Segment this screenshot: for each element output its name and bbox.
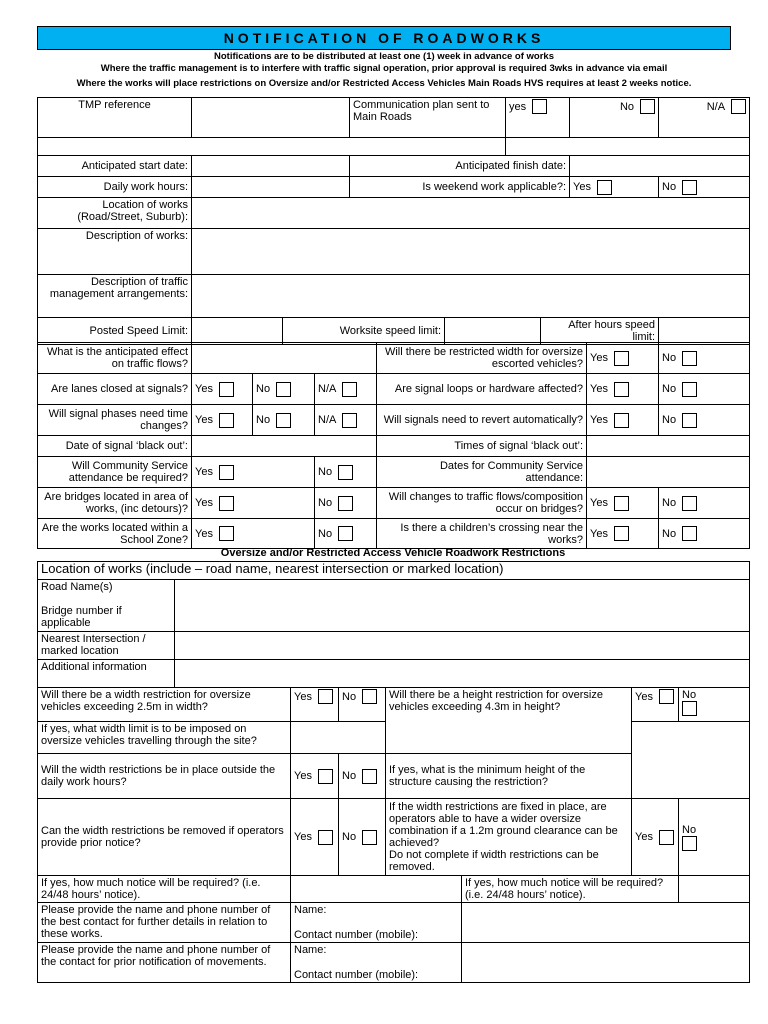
no-checkbox[interactable]: [640, 99, 655, 114]
no-label: No: [256, 414, 271, 426]
width-limit-input[interactable]: [291, 722, 462, 754]
width-q-label: Will there be a width restriction for oversize vehicles exceeding 2.5m in width?: [38, 688, 291, 722]
no-label: No: [318, 497, 333, 509]
crossing-no: [659, 519, 750, 549]
community-dates-label: Dates for Community Service attendance:: [377, 457, 587, 488]
comm-plan-yes: [506, 98, 570, 138]
height-q-label: Will there be a height restriction for oversize vehicles exceeding 4.3m in height?: [386, 688, 632, 754]
lanes-closed-yes: [192, 374, 253, 405]
crossing-yes: [587, 519, 659, 549]
no-checkbox[interactable]: [682, 382, 697, 397]
yes-label: Yes: [195, 497, 213, 509]
weekend-no: [659, 177, 750, 198]
yes-checkbox[interactable]: [614, 496, 629, 511]
yes-label: Yes: [573, 181, 591, 193]
fixed-text-1: If the width restrictions are fixed in place, are operators able to have a wider oversize combination if a 1.2m ground clearance can be achieved?: [389, 801, 618, 849]
restricted-width-yes: [587, 343, 659, 374]
yes-label: Yes: [590, 383, 608, 395]
restricted-width-label: Will there be restricted width for oversize escorted vehicles?: [377, 343, 587, 374]
yes-label: Yes: [635, 690, 653, 703]
changes-label: Will changes to traffic flows/composition occur on bridges?: [377, 488, 587, 519]
contact-prior-label: Please provide the name and phone number of the contact for prior notification of movements.: [38, 943, 291, 983]
comm-plan-na: [659, 98, 750, 138]
yes-label: yes: [509, 100, 527, 113]
form-title: NOTIFICATION OF ROADWORKS: [37, 26, 731, 50]
yes-checkbox[interactable]: [219, 526, 234, 541]
additional-input[interactable]: [175, 660, 750, 688]
note-line-1: Notifications are to be distributed at least one (1) week in advance of works: [214, 51, 554, 62]
yes-label: Yes: [294, 831, 312, 843]
name-label: Name:: [294, 944, 327, 956]
no-checkbox[interactable]: [682, 351, 697, 366]
removed-no: [339, 799, 386, 876]
no-label: No: [662, 181, 677, 193]
notes: [30, 51, 738, 90]
na-label: N/A: [318, 383, 337, 395]
yes-checkbox[interactable]: [597, 180, 612, 195]
no-checkbox[interactable]: [682, 496, 697, 511]
yes-checkbox[interactable]: [219, 413, 234, 428]
weekend-yes: [570, 177, 659, 198]
comm-plan-no: [570, 98, 659, 138]
no-label: No: [256, 383, 271, 395]
signal-loops-yes: [587, 374, 659, 405]
lanes-closed-label: Are lanes closed at signals?: [38, 374, 192, 405]
yes-checkbox[interactable]: [614, 526, 629, 541]
community-yes: [192, 457, 315, 488]
width-limit-label: If yes, what width limit is to be imposed on oversize vehicles travelling through the site?: [38, 722, 291, 754]
start-date-label: Anticipated start date:: [38, 156, 192, 177]
yes-label: Yes: [294, 770, 312, 782]
no-checkbox[interactable]: [338, 496, 353, 511]
width-q-yes: [291, 688, 339, 722]
no-label: No: [662, 497, 677, 509]
general-details-table: [37, 97, 750, 345]
community-label: Will Community Service attendance be required?: [38, 457, 192, 488]
finish-date-label: Anticipated finish date:: [350, 156, 570, 177]
name-label: Name:: [294, 904, 327, 916]
revert-label: Will signals need to revert automatically?: [377, 405, 587, 436]
posted-speed-label: Posted Speed Limit:: [38, 318, 192, 345]
nearest-input[interactable]: [175, 632, 750, 660]
nearest-label: Nearest Intersection / marked location: [38, 632, 175, 660]
no-checkbox[interactable]: [362, 689, 377, 704]
blackout-times-input[interactable]: [587, 436, 750, 457]
bridges-yes: [192, 488, 315, 519]
no-checkbox[interactable]: [362, 769, 377, 784]
notice-fixed-input[interactable]: [679, 876, 750, 903]
no-label: No: [318, 466, 333, 478]
revert-yes: [587, 405, 659, 436]
comm-plan-label: Communication plan sent to Main Roads: [350, 98, 506, 138]
no-checkbox[interactable]: [338, 465, 353, 480]
yes-label: Yes: [195, 466, 213, 478]
notice-fixed-label: If yes, how much notice will be required? (i.e. 24/48 hours’ notice).: [462, 876, 679, 903]
comm-plan-extra-input[interactable]: [506, 138, 750, 156]
no-checkbox[interactable]: [276, 413, 291, 428]
yes-label: Yes: [590, 352, 608, 364]
posted-speed-input[interactable]: [192, 318, 283, 345]
location-label: Location of works (Road/Street, Suburb):: [38, 198, 192, 229]
note-line-3: Where the works will place restrictions on Oversize and/or Restricted Access Vehicles Main Roads HVS requires at least 2 weeks notice.: [76, 78, 692, 89]
contact-prior-input[interactable]: [462, 943, 750, 983]
no-label: No: [318, 527, 333, 540]
na-label: N/A: [318, 414, 337, 426]
note-line-2: Where the traffic management is to interfere with traffic signal operation, prior approval is required 3wks in advance via email: [100, 63, 668, 74]
no-checkbox[interactable]: [682, 836, 697, 851]
yes-checkbox[interactable]: [219, 496, 234, 511]
contact-details-label: Please provide the name and phone number of the best contact for further details in relation to these works.: [38, 903, 291, 943]
yes-label: Yes: [635, 831, 653, 843]
no-checkbox[interactable]: [682, 701, 697, 716]
no-label: No: [662, 527, 677, 540]
lanes-closed-no: [253, 374, 315, 405]
removed-yes: [291, 799, 339, 876]
no-checkbox[interactable]: [682, 526, 697, 541]
yes-checkbox[interactable]: [318, 769, 333, 784]
yes-checkbox[interactable]: [614, 382, 629, 397]
notice-width-label: If yes, how much notice will be required? (i.e. 24/48 hours’ notice).: [38, 876, 291, 903]
yes-label: Yes: [195, 527, 213, 540]
no-checkbox[interactable]: [682, 413, 697, 428]
daily-hours-label: Daily work hours:: [38, 177, 192, 198]
height-q-no: [679, 688, 750, 722]
road-names-label: [38, 580, 175, 632]
signal-loops-label: Are signal loops or hardware affected?: [377, 374, 587, 405]
yes-label: Yes: [590, 497, 608, 509]
location-table: [37, 561, 750, 688]
no-label: No: [342, 770, 357, 782]
no-label: No: [682, 823, 697, 836]
yes-checkbox[interactable]: [614, 413, 629, 428]
restricted-width-no: [659, 343, 750, 374]
no-checkbox[interactable]: [682, 180, 697, 195]
community-dates-input[interactable]: [587, 457, 750, 488]
blackout-times-label: Times of signal ‘black out’:: [377, 436, 587, 457]
additional-label: Additional information: [38, 660, 175, 688]
yes-checkbox[interactable]: [219, 382, 234, 397]
school-no: [315, 519, 377, 549]
road-names-input[interactable]: [175, 580, 750, 632]
mobile-label: Contact number (mobile):: [294, 969, 419, 981]
mobile-label: Contact number (mobile):: [294, 929, 419, 941]
after-hours-speed-input[interactable]: [659, 318, 750, 345]
fixed-text-2: Do not complete if width restrictions can be removed.: [389, 849, 599, 873]
no-label: No: [619, 100, 635, 113]
no-label: No: [662, 352, 677, 364]
school-yes: [192, 519, 315, 549]
community-no: [315, 457, 377, 488]
yes-label: Yes: [195, 383, 213, 395]
location-input[interactable]: [192, 198, 750, 229]
na-label: N/A: [706, 100, 726, 113]
location-header: Location of works (include – road name, nearest intersection or marked location): [38, 562, 750, 580]
phases-no: [253, 405, 315, 436]
no-label: No: [662, 383, 677, 395]
bridges-no: [315, 488, 377, 519]
tmp-reference-label: TMP reference: [38, 98, 192, 138]
no-label: No: [682, 689, 697, 701]
signal-loops-no-na: [659, 374, 750, 405]
blank-area: [38, 138, 506, 156]
description-label: Description of works:: [38, 229, 192, 275]
fixed-no: [679, 799, 750, 876]
width-hours-no: [339, 754, 386, 799]
notice-width-input[interactable]: [291, 876, 462, 903]
na-checkbox[interactable]: [342, 413, 357, 428]
restrictions-table: [37, 687, 750, 983]
school-label: Are the works located within a School Zone?: [38, 519, 192, 549]
width-hours-label: Will the width restrictions be in place outside the daily work hours?: [38, 754, 291, 799]
no-label: No: [342, 690, 357, 703]
yes-label: Yes: [590, 414, 608, 426]
yes-label: Yes: [195, 414, 213, 426]
traffic-mgmt-input[interactable]: [192, 275, 750, 318]
phases-label: Will signal phases need time changes?: [38, 405, 192, 436]
width-q-no: [339, 688, 386, 722]
removed-label: Can the width restrictions be removed if operators provide prior notice?: [38, 799, 291, 876]
effect-label: What is the anticipated effect on traffic flows?: [38, 343, 192, 374]
road-names-text: Road Name(s): [41, 581, 113, 593]
lanes-closed-na: [315, 374, 377, 405]
blackout-date-label: Date of signal ‘black out’:: [38, 436, 192, 457]
blackout-date-input[interactable]: [192, 436, 377, 457]
yes-checkbox[interactable]: [219, 465, 234, 480]
no-checkbox[interactable]: [362, 830, 377, 845]
min-height-label: If yes, what is the minimum height of the structure causing the restriction?: [386, 754, 632, 799]
yes-checkbox[interactable]: [614, 351, 629, 366]
fixed-yes: [632, 799, 679, 876]
no-checkbox[interactable]: [276, 382, 291, 397]
start-date-input[interactable]: [192, 156, 350, 177]
revert-no: [659, 405, 750, 436]
yes-checkbox[interactable]: [659, 830, 674, 845]
bridge-number-text: Bridge number if applicable: [41, 605, 122, 629]
after-hours-speed-label: After hours speed limit:: [541, 318, 659, 345]
yes-checkbox[interactable]: [318, 830, 333, 845]
tmp-reference-input[interactable]: [192, 98, 350, 138]
height-blank[interactable]: [632, 722, 750, 799]
width-hours-yes: [291, 754, 339, 799]
daily-hours-input[interactable]: [192, 177, 350, 198]
weekend-label: Is weekend work applicable?:: [350, 177, 570, 198]
yes-label: Yes: [294, 690, 312, 703]
height-q-yes: [632, 688, 679, 722]
traffic-mgmt-label: Description of traffic management arrangements:: [38, 275, 192, 318]
yes-label: Yes: [590, 527, 608, 540]
crossing-label: Is there a children’s crossing near the works?: [377, 519, 587, 549]
bridges-label: Are bridges located in area of works, (inc detours)?: [38, 488, 192, 519]
no-checkbox[interactable]: [338, 526, 353, 541]
contact-details-input[interactable]: [462, 903, 750, 943]
contact-prior-fields[interactable]: [291, 943, 462, 983]
finish-date-input[interactable]: [570, 156, 750, 177]
effect-input[interactable]: [192, 343, 377, 374]
no-label: No: [662, 414, 677, 426]
phases-na: [315, 405, 377, 436]
changes-yes: [587, 488, 659, 519]
section-heading: Oversize and/or Restricted Access Vehicle Roadwork Restrictions: [220, 547, 566, 559]
worksite-speed-label: Worksite speed limit:: [283, 318, 445, 345]
yes-checkbox[interactable]: [659, 689, 674, 704]
phases-yes: [192, 405, 253, 436]
na-checkbox[interactable]: [342, 382, 357, 397]
contact-details-fields[interactable]: [291, 903, 462, 943]
yes-checkbox[interactable]: [318, 689, 333, 704]
changes-no: [659, 488, 750, 519]
na-checkbox[interactable]: [731, 99, 746, 114]
description-input[interactable]: [192, 229, 750, 275]
signals-table: [37, 342, 750, 549]
worksite-speed-input[interactable]: [445, 318, 541, 345]
no-label: No: [342, 831, 357, 843]
fixed-label: [386, 799, 632, 876]
yes-checkbox[interactable]: [532, 99, 547, 114]
